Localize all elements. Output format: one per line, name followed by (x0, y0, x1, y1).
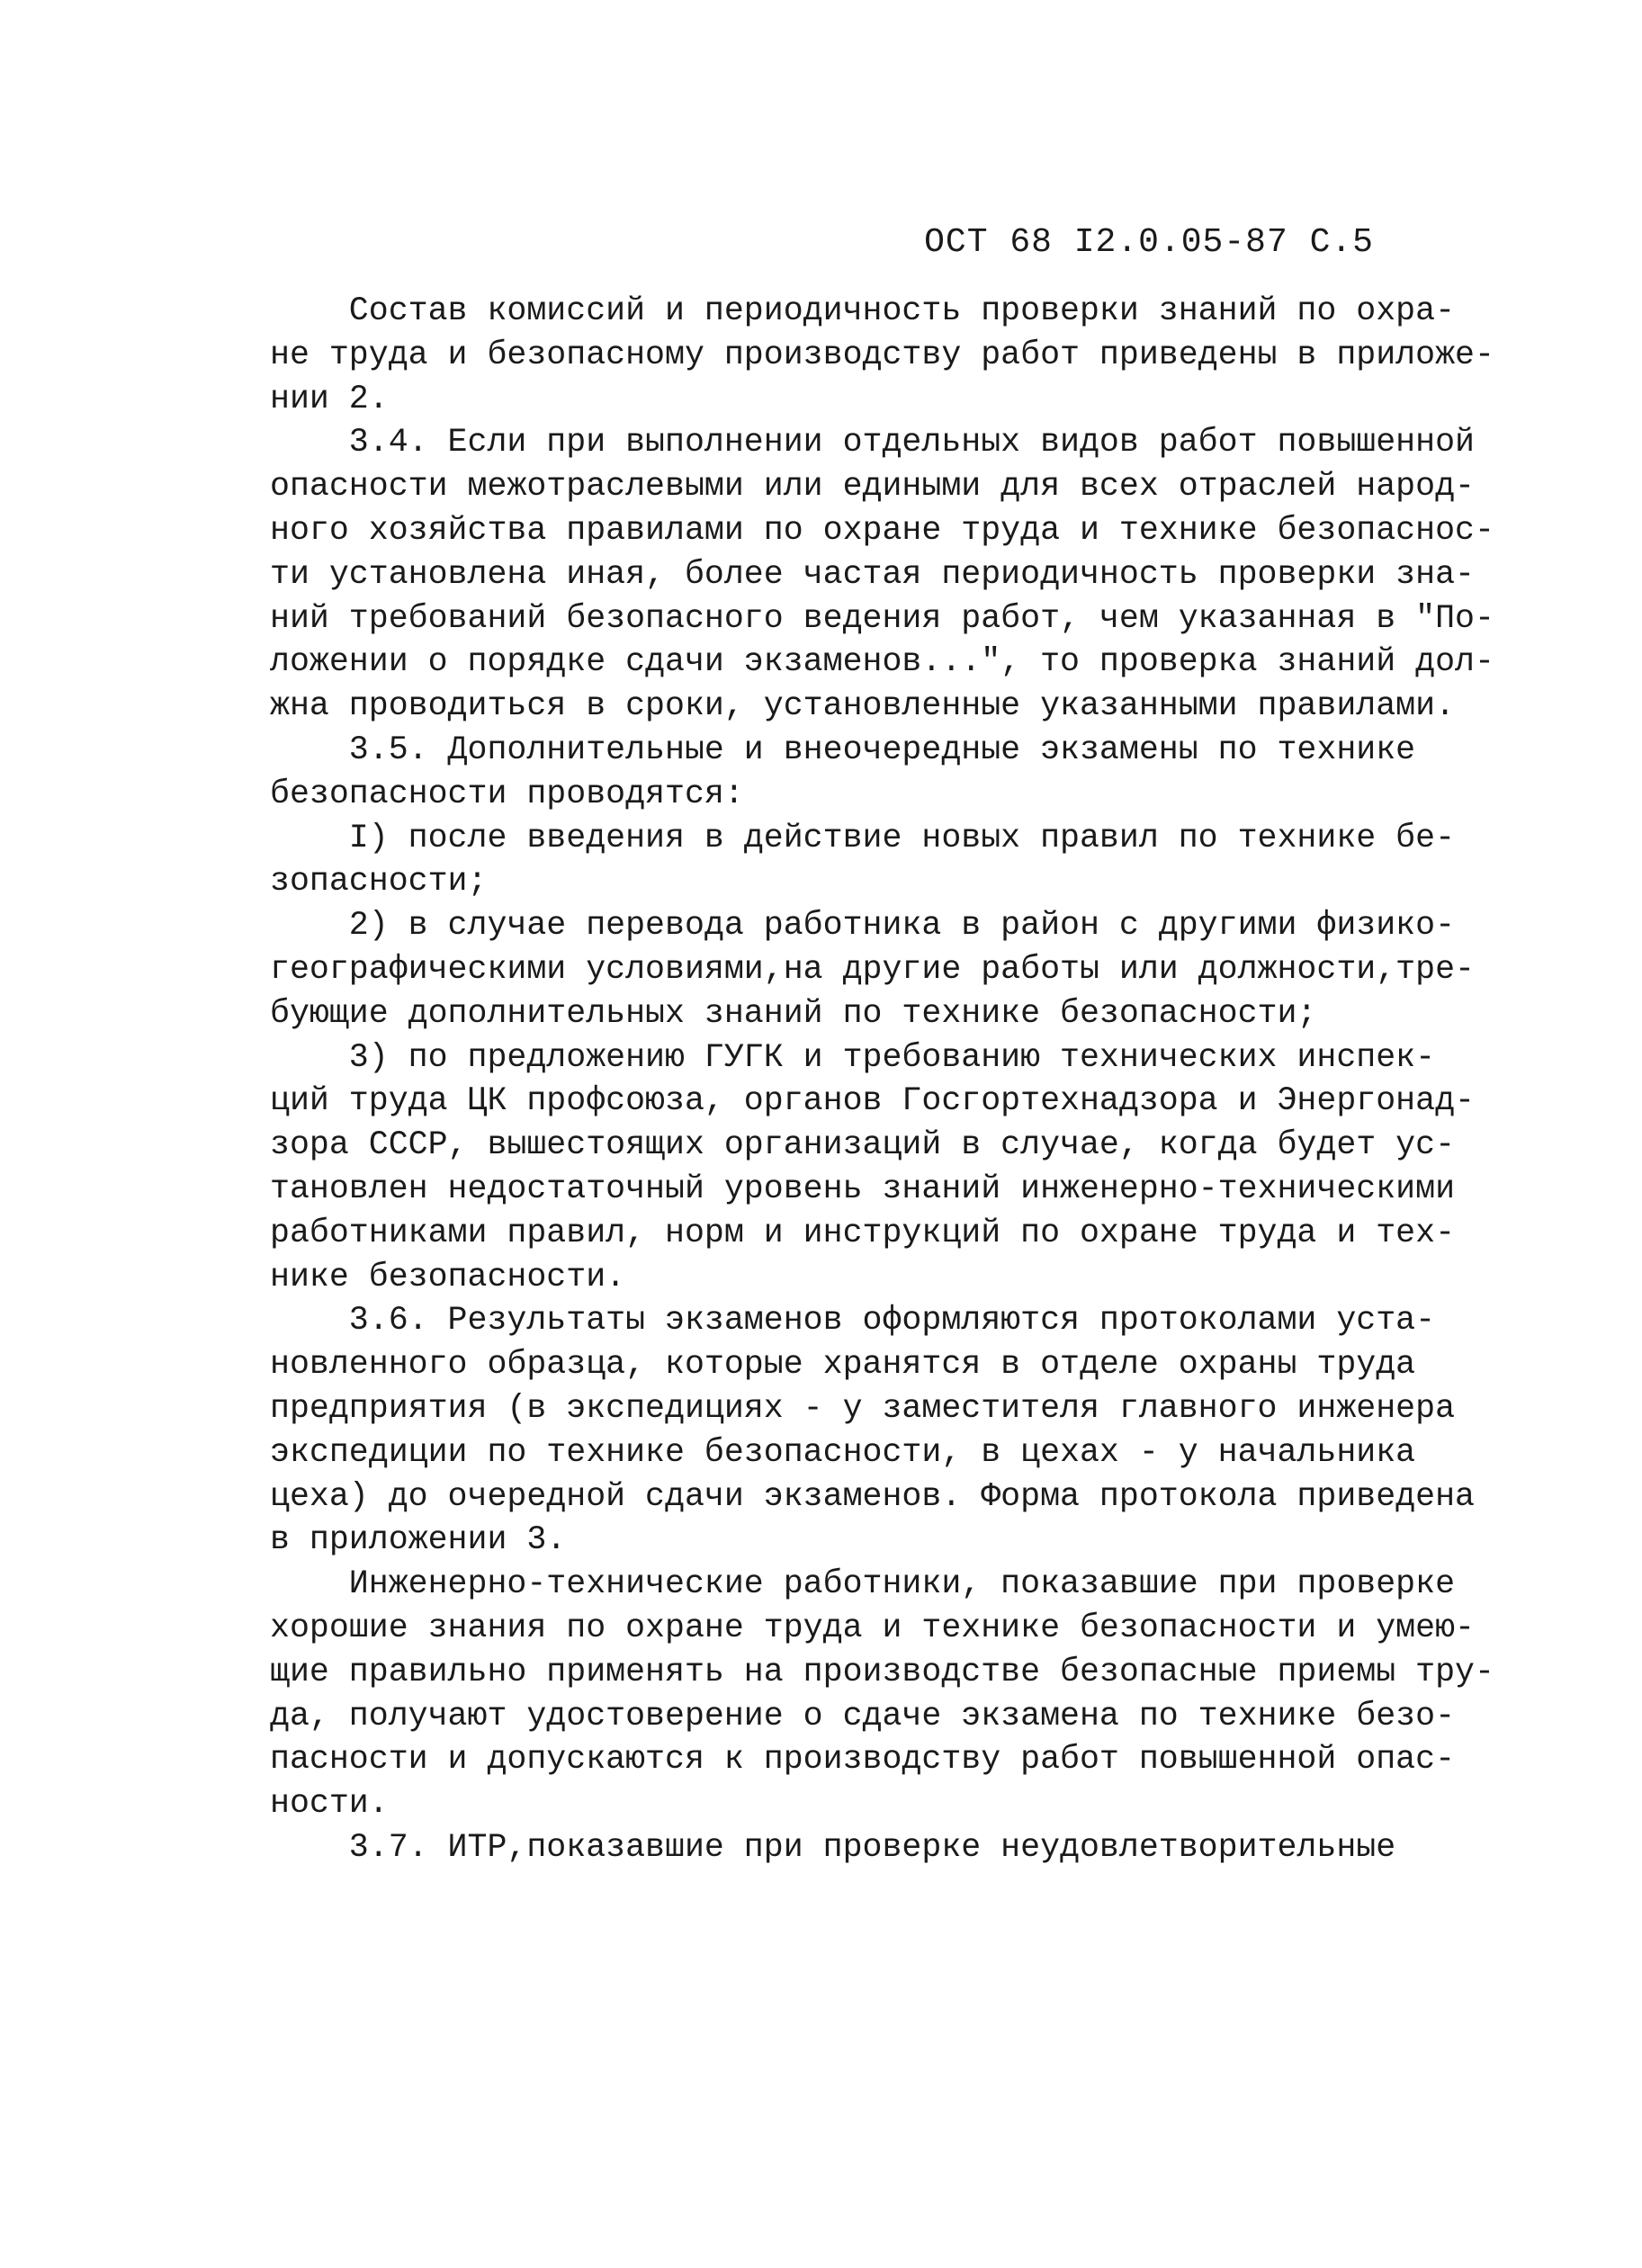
text-line: щие правильно применять на производстве безопасные приемы тру- (270, 1653, 1494, 1690)
text-line: ного хозяйства правилами по охране труда и технике безопаснос- (270, 511, 1494, 549)
text-line: ний требований безопасного ведения работ, чем указанная в "По- (270, 599, 1494, 637)
text-line: ности. (270, 1785, 389, 1823)
text-line: работниками правил, норм и инструкций по охране труда и тех- (270, 1214, 1456, 1251)
text-line: пасности и допускаются к производству работ повышенной опас- (270, 1741, 1456, 1779)
document-body (270, 290, 1494, 1870)
text-line: I) после введения в действие новых правил по технике бе- (270, 819, 1456, 856)
text-line: опасности межотраслевыми или едиными для всех отраслей народ- (270, 468, 1475, 506)
text-line: 2) в случае перевода работника в район с другими физико- (270, 907, 1456, 945)
text-line: в приложении 3. (270, 1521, 567, 1559)
text-line: да, получают удостоверение о сдаче экзамена по технике безо- (270, 1697, 1456, 1735)
text-line: тановлен недостаточный уровень знаний инженерно-техническими (270, 1170, 1456, 1207)
text-line: предприятия (в экспедициях - у заместителя главного инженера (270, 1389, 1456, 1427)
text-line: жна проводиться в сроки, установленные указанными правилами. (270, 687, 1456, 725)
text-line: 3.7. ИТР,показавшие при проверке неудовлетворительные (270, 1828, 1396, 1866)
text-line: 3.4. Если при выполнении отдельных видов работ повышенной (270, 424, 1475, 462)
text-line: Инженерно-технические работники, показавшие при проверке (270, 1565, 1456, 1603)
text-line: хорошие знания по охране труда и технике безопасности и умею- (270, 1609, 1475, 1646)
text-line: ти установлена иная, более частая периодичность проверки зна- (270, 555, 1475, 593)
text-line: ложении о порядке сдачи экзаменов...", то проверка знаний дол- (270, 643, 1494, 681)
text-line: не труда и безопасному производству работ приведены в приложе- (270, 336, 1494, 373)
text-line: ций труда ЦК профсоюза, органов Госгортехнадзора и Энергонад- (270, 1082, 1475, 1120)
text-line: безопасности проводятся: (270, 775, 744, 812)
text-line: нике безопасности. (270, 1258, 626, 1295)
text-line: 3.5. Дополнительные и внеочередные экзамены по технике (270, 731, 1416, 768)
text-line: зопасности; (270, 863, 488, 901)
text-line: зора СССР, вышестоящих организаций в случае, когда будет ус- (270, 1126, 1456, 1164)
text-line: Состав комиссий и периодичность проверки знаний по охра- (270, 292, 1456, 329)
text-line: бующие дополнительных знаний по технике безопасности; (270, 994, 1317, 1032)
text-line: экспедиции по технике безопасности, в цехах - у начальника (270, 1433, 1416, 1471)
text-line: нии 2. (270, 380, 389, 417)
page-header: ОСТ 68 I2.0.05-87 С.5 (924, 223, 1374, 262)
text-line: цеха) до очередной сдачи экзаменов. Форма протокола приведена (270, 1477, 1475, 1515)
text-line: 3.6. Результаты экзаменов оформляются протоколами уста- (270, 1302, 1436, 1340)
text-line: географическими условиями,на другие работы или должности,тре- (270, 950, 1475, 988)
text-line: новленного образца, которые хранятся в отделе охраны труда (270, 1346, 1416, 1384)
text-line: 3) по предложению ГУГК и требованию технических инспек- (270, 1038, 1436, 1076)
